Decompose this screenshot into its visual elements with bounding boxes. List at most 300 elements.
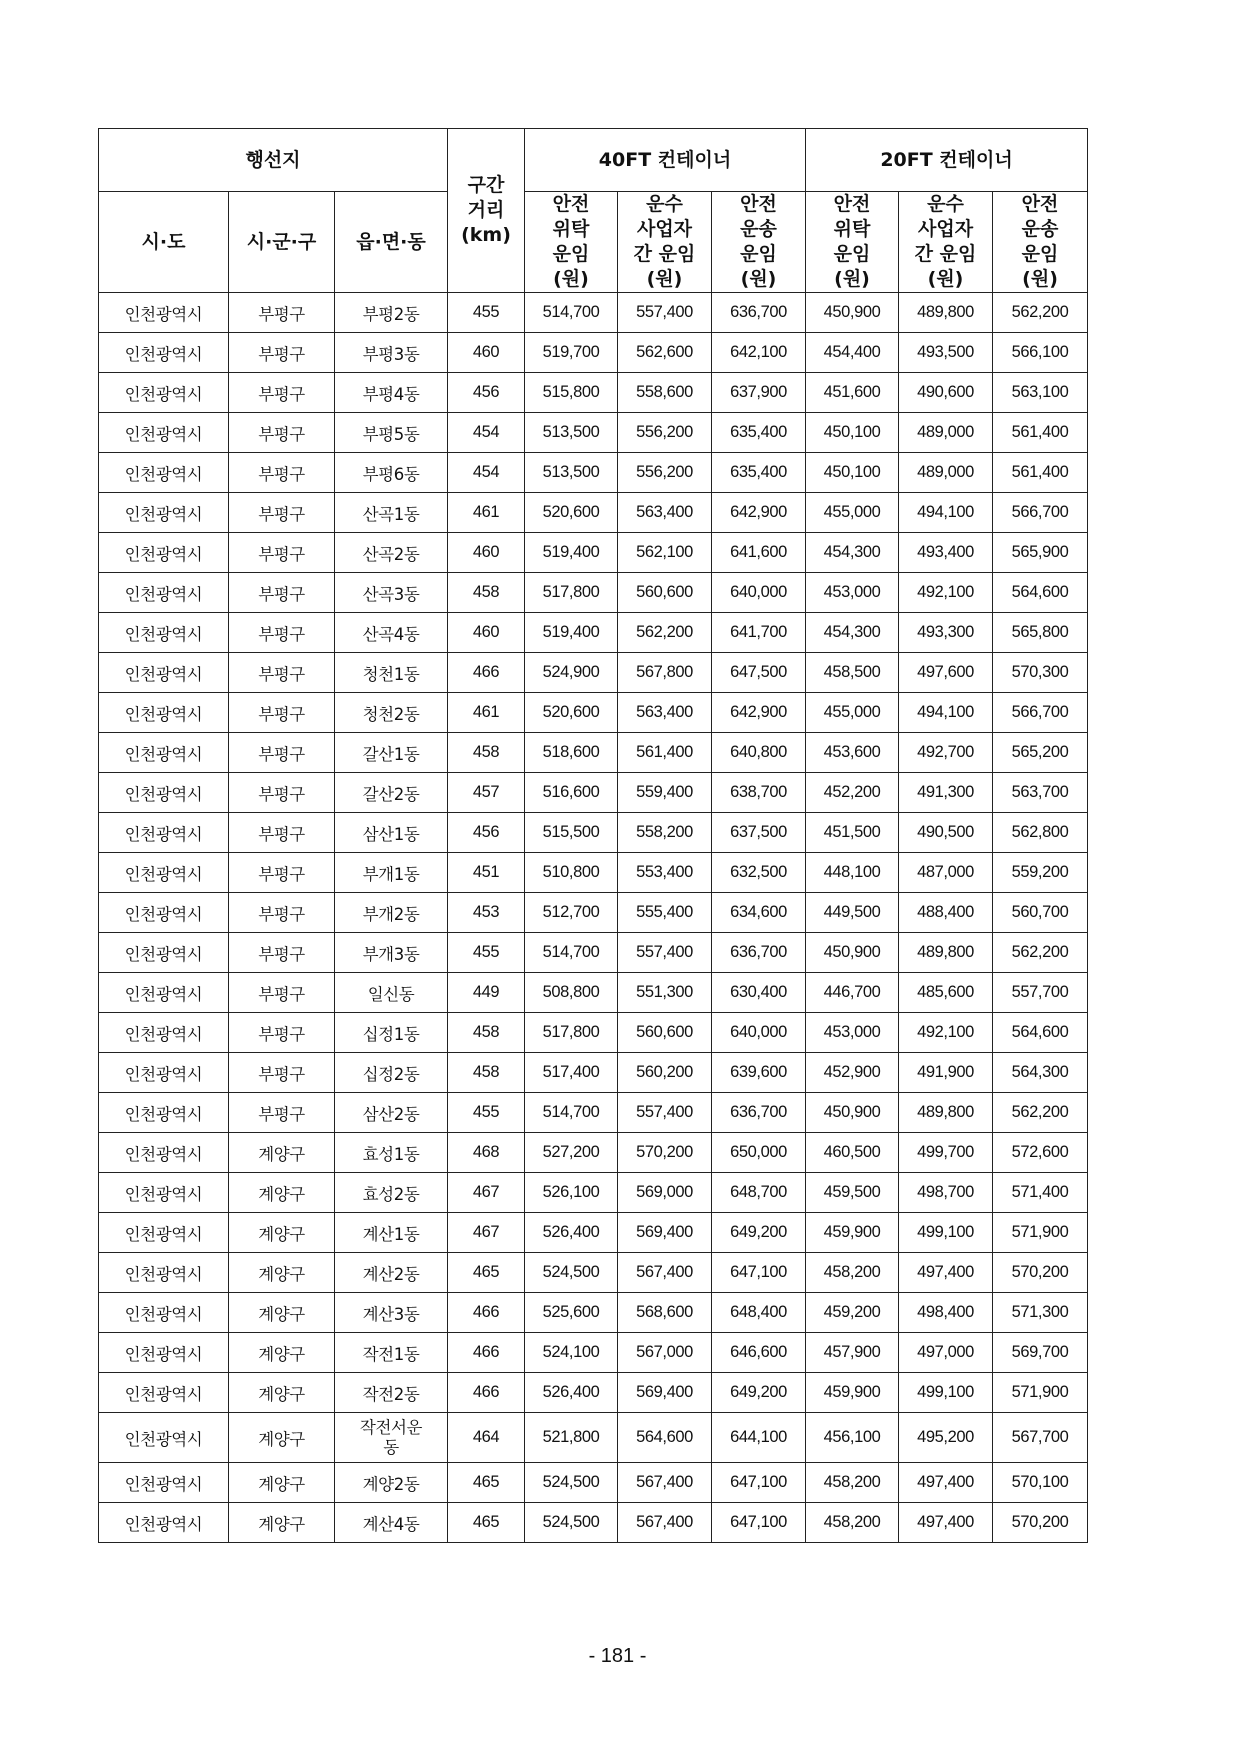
ft20-safe-transport-cell: 559,200 [993, 853, 1088, 893]
town-cell: 부개3동 [335, 933, 448, 973]
ft40-carrier-rate-cell: 567,400 [618, 1503, 712, 1543]
ft40-safe-consign-cell: 524,100 [525, 1333, 618, 1373]
distance-cell: 467 [448, 1173, 525, 1213]
table-row [99, 1333, 1088, 1373]
town-cell: 삼산2동 [335, 1093, 448, 1133]
district-cell: 계양구 [229, 1373, 335, 1413]
distance-cell: 456 [448, 813, 525, 853]
ft20-safe-consign-cell: 453,000 [806, 1013, 899, 1053]
table-row [99, 1413, 1088, 1463]
ft40-safe-consign-cell: 510,800 [525, 853, 618, 893]
ft20-safe-consign-cell: 456,100 [806, 1413, 899, 1463]
town-cell: 작전1동 [335, 1333, 448, 1373]
destination-header: 행선지 [99, 129, 448, 192]
ft20-carrier-rate-cell: 490,500 [899, 813, 993, 853]
ft20-safe-transport-cell: 564,600 [993, 1013, 1088, 1053]
table-row [99, 733, 1088, 773]
ft20-carrier-rate-cell: 497,000 [899, 1333, 993, 1373]
ft20-safe-transport-cell: 571,900 [993, 1373, 1088, 1413]
town-cell: 작전서운 동 [335, 1413, 448, 1463]
ft20-safe-consign-cell: 459,500 [806, 1173, 899, 1213]
district-cell: 부평구 [229, 1013, 335, 1053]
ft40-safe-consign-cell: 514,700 [525, 1093, 618, 1133]
town-cell: 계산3동 [335, 1293, 448, 1333]
ft40-carrier-rate-cell: 568,600 [618, 1293, 712, 1333]
ft20-safe-consign-cell: 450,100 [806, 453, 899, 493]
province-cell: 인천광역시 [99, 933, 229, 973]
table-row [99, 813, 1088, 853]
ft40-safe-transport-cell: 647,100 [712, 1463, 806, 1503]
table-row [99, 1293, 1088, 1333]
province-cell: 인천광역시 [99, 1333, 229, 1373]
table-row [99, 453, 1088, 493]
ft40-safe-consign-cell: 519,400 [525, 613, 618, 653]
ft40-safe-transport-cell: 646,600 [712, 1333, 806, 1373]
ft40-safe-transport-cell: 632,500 [712, 853, 806, 893]
ft40-carrier-rate-cell: 555,400 [618, 893, 712, 933]
ft40-safe-transport-cell: 640,000 [712, 1013, 806, 1053]
district-cell: 계양구 [229, 1503, 335, 1543]
district-cell: 부평구 [229, 573, 335, 613]
ft20-safe-transport-cell: 565,200 [993, 733, 1088, 773]
ft20-carrier-rate-cell: 489,800 [899, 933, 993, 973]
ft20-carrier-rate-cell: 488,400 [899, 893, 993, 933]
ft20-carrier-rate-cell: 497,400 [899, 1463, 993, 1503]
ft40-safe-consign-cell: 516,600 [525, 773, 618, 813]
table-row [99, 1253, 1088, 1293]
town-cell: 부평5동 [335, 413, 448, 453]
ft20-safe-consign-cell: 460,500 [806, 1133, 899, 1173]
ft40-safe-consign-cell: 514,700 [525, 293, 618, 333]
district-cell: 부평구 [229, 853, 335, 893]
ft40-safe-transport-cell: 642,100 [712, 333, 806, 373]
ft40-safe-consign-cell: 524,500 [525, 1503, 618, 1543]
ft20-safe-transport-cell: 561,400 [993, 413, 1088, 453]
ft20-safe-transport-cell: 562,200 [993, 933, 1088, 973]
ft40-safe-consign-cell: 517,800 [525, 1013, 618, 1053]
district-cell: 계양구 [229, 1253, 335, 1293]
ft40-safe-consign-cell: 521,800 [525, 1413, 618, 1463]
town-cell: 삼산1동 [335, 813, 448, 853]
table-row [99, 1373, 1088, 1413]
table-row [99, 693, 1088, 733]
district-cell: 부평구 [229, 1053, 335, 1093]
ft40-safe-consign-cell: 527,200 [525, 1133, 618, 1173]
ft20-safe-consign-cell: 452,900 [806, 1053, 899, 1093]
ft40-safe-consign-cell: 525,600 [525, 1293, 618, 1333]
town-cell: 청천1동 [335, 653, 448, 693]
town-cell: 갈산1동 [335, 733, 448, 773]
ft20-safe-transport-cell: 570,200 [993, 1503, 1088, 1543]
ft40-safe-transport-cell: 647,100 [712, 1503, 806, 1543]
table-row [99, 573, 1088, 613]
table-row [99, 973, 1088, 1013]
district-cell: 부평구 [229, 933, 335, 973]
town-cell: 십정1동 [335, 1013, 448, 1053]
district-cell: 부평구 [229, 493, 335, 533]
ft40-safe-transport-cell: 640,800 [712, 733, 806, 773]
district-cell: 부평구 [229, 733, 335, 773]
province-cell: 인천광역시 [99, 293, 229, 333]
district-cell: 계양구 [229, 1413, 335, 1463]
ft40-safe-transport-cell: 649,200 [712, 1213, 806, 1253]
province-cell: 인천광역시 [99, 813, 229, 853]
ft40-safe-transport-cell: 647,500 [712, 653, 806, 693]
ft20-safe-consign-cell: 450,100 [806, 413, 899, 453]
table-row [99, 1463, 1088, 1503]
province-cell: 인천광역시 [99, 1173, 229, 1213]
distance-cell: 460 [448, 533, 525, 573]
ft20-safe-consign-cell: 446,700 [806, 973, 899, 1013]
freight-rate-table [98, 128, 1088, 1543]
province-cell: 인천광역시 [99, 533, 229, 573]
ft20-carrier-rate-cell: 489,000 [899, 413, 993, 453]
ft40-safe-transport-cell: 637,900 [712, 373, 806, 413]
distance-cell: 453 [448, 893, 525, 933]
distance-cell: 454 [448, 413, 525, 453]
table-row [99, 773, 1088, 813]
town-cell: 일신동 [335, 973, 448, 1013]
province-cell: 인천광역시 [99, 1503, 229, 1543]
ft20-carrier-rate-cell: 489,000 [899, 453, 993, 493]
ft20-carrier-rate-cell: 499,700 [899, 1133, 993, 1173]
distance-header: 구간 거리 (km) [448, 129, 525, 293]
ft20-carrier-rate-cell: 492,100 [899, 1013, 993, 1053]
ft40-safe-transport-cell: 636,700 [712, 933, 806, 973]
ft20-safe-consign-header: 안전 위탁 운임 (원) [806, 192, 899, 293]
ft40-safe-transport-cell: 641,700 [712, 613, 806, 653]
ft20-carrier-rate-cell: 489,800 [899, 1093, 993, 1133]
ft20-safe-consign-cell: 448,100 [806, 853, 899, 893]
ft20-safe-consign-cell: 459,900 [806, 1373, 899, 1413]
ft40-safe-transport-cell: 638,700 [712, 773, 806, 813]
table-row [99, 373, 1088, 413]
ft20-safe-consign-cell: 454,400 [806, 333, 899, 373]
ft20-safe-transport-cell: 564,300 [993, 1053, 1088, 1093]
district-cell: 부평구 [229, 693, 335, 733]
province-cell: 인천광역시 [99, 573, 229, 613]
ft20-carrier-rate-cell: 498,700 [899, 1173, 993, 1213]
ft20-safe-transport-cell: 566,100 [993, 333, 1088, 373]
ft40-carrier-rate-cell: 557,400 [618, 293, 712, 333]
distance-cell: 466 [448, 1333, 525, 1373]
table-row [99, 1053, 1088, 1093]
table-row [99, 1133, 1088, 1173]
page-number: - 181 - [588, 1645, 647, 1667]
ft20-safe-transport-header: 안전 운송 운임 (원) [993, 192, 1088, 293]
ft20-safe-transport-cell: 566,700 [993, 693, 1088, 733]
ft20-carrier-rate-cell: 494,100 [899, 693, 993, 733]
table-row [99, 1173, 1088, 1213]
ft20-safe-transport-cell: 560,700 [993, 893, 1088, 933]
province-cell: 인천광역시 [99, 733, 229, 773]
ft20-safe-consign-cell: 449,500 [806, 893, 899, 933]
ft20-safe-consign-cell: 455,000 [806, 493, 899, 533]
table-row [99, 533, 1088, 573]
ft20-carrier-rate-cell: 493,400 [899, 533, 993, 573]
distance-cell: 465 [448, 1253, 525, 1293]
province-cell: 인천광역시 [99, 493, 229, 533]
ft20-carrier-rate-cell: 492,700 [899, 733, 993, 773]
province-cell: 인천광역시 [99, 653, 229, 693]
ft40-carrier-rate-cell: 560,600 [618, 1013, 712, 1053]
ft40-safe-transport-cell: 642,900 [712, 493, 806, 533]
district-cell: 부평구 [229, 413, 335, 453]
province-cell: 인천광역시 [99, 373, 229, 413]
ft20-safe-transport-cell: 561,400 [993, 453, 1088, 493]
ft40-safe-consign-cell: 526,400 [525, 1373, 618, 1413]
town-cell: 부평6동 [335, 453, 448, 493]
district-cell: 부평구 [229, 1093, 335, 1133]
ft40-carrier-rate-cell: 563,400 [618, 693, 712, 733]
ft40-safe-transport-cell: 636,700 [712, 293, 806, 333]
ft40-safe-transport-cell: 649,200 [712, 1373, 806, 1413]
ft40-safe-transport-cell: 634,600 [712, 893, 806, 933]
ft40-safe-transport-cell: 644,100 [712, 1413, 806, 1463]
ft40-carrier-rate-header: 운수 사업자 간 운임 (원) [618, 192, 712, 293]
ft20-safe-consign-cell: 451,600 [806, 373, 899, 413]
town-cell: 산곡2동 [335, 533, 448, 573]
table-header [99, 129, 1088, 293]
ft40-safe-consign-cell: 515,500 [525, 813, 618, 853]
ft40-safe-transport-cell: 637,500 [712, 813, 806, 853]
province-cell: 인천광역시 [99, 453, 229, 493]
ft40-carrier-rate-cell: 557,400 [618, 1093, 712, 1133]
ft20-carrier-rate-cell: 490,600 [899, 373, 993, 413]
distance-cell: 454 [448, 453, 525, 493]
ft20-safe-consign-cell: 450,900 [806, 1093, 899, 1133]
ft20-safe-transport-cell: 562,200 [993, 293, 1088, 333]
table-row [99, 333, 1088, 373]
district-cell: 부평구 [229, 533, 335, 573]
town-header: 읍·면·동 [335, 192, 448, 293]
district-cell: 부평구 [229, 333, 335, 373]
province-cell: 인천광역시 [99, 1053, 229, 1093]
district-cell: 부평구 [229, 613, 335, 653]
ft40-safe-consign-cell: 524,900 [525, 653, 618, 693]
district-cell: 계양구 [229, 1173, 335, 1213]
district-cell: 계양구 [229, 1333, 335, 1373]
province-cell: 인천광역시 [99, 1293, 229, 1333]
distance-cell: 458 [448, 733, 525, 773]
ft40-carrier-rate-cell: 562,600 [618, 333, 712, 373]
town-cell: 작전2동 [335, 1373, 448, 1413]
district-cell: 계양구 [229, 1293, 335, 1333]
ft40-safe-consign-cell: 524,500 [525, 1463, 618, 1503]
ft20-safe-transport-cell: 571,300 [993, 1293, 1088, 1333]
province-cell: 인천광역시 [99, 1413, 229, 1463]
distance-cell: 458 [448, 1053, 525, 1093]
ft20-carrier-rate-cell: 498,400 [899, 1293, 993, 1333]
ft40-carrier-rate-cell: 567,400 [618, 1463, 712, 1503]
distance-cell: 458 [448, 573, 525, 613]
table-row [99, 413, 1088, 453]
ft40-carrier-rate-cell: 551,300 [618, 973, 712, 1013]
ft40-safe-consign-cell: 526,100 [525, 1173, 618, 1213]
district-header: 시·군·구 [229, 192, 335, 293]
distance-cell: 460 [448, 613, 525, 653]
town-cell: 효성2동 [335, 1173, 448, 1213]
town-cell: 계양2동 [335, 1463, 448, 1503]
ft40-carrier-rate-cell: 556,200 [618, 453, 712, 493]
ft20-carrier-rate-cell: 499,100 [899, 1213, 993, 1253]
ft20-safe-consign-cell: 458,200 [806, 1463, 899, 1503]
town-cell: 계산4동 [335, 1503, 448, 1543]
town-cell: 계산2동 [335, 1253, 448, 1293]
ft20-carrier-rate-cell: 485,600 [899, 973, 993, 1013]
distance-cell: 465 [448, 1503, 525, 1543]
distance-cell: 466 [448, 653, 525, 693]
ft20-carrier-rate-cell: 491,900 [899, 1053, 993, 1093]
table-row [99, 493, 1088, 533]
town-cell: 산곡3동 [335, 573, 448, 613]
ft40-carrier-rate-cell: 558,600 [618, 373, 712, 413]
ft20-safe-transport-cell: 570,300 [993, 653, 1088, 693]
ft20-carrier-rate-cell: 493,500 [899, 333, 993, 373]
table-row [99, 293, 1088, 333]
table-row [99, 1013, 1088, 1053]
ft40-carrier-rate-cell: 556,200 [618, 413, 712, 453]
table-row [99, 1503, 1088, 1543]
ft40-safe-consign-cell: 519,400 [525, 533, 618, 573]
district-cell: 부평구 [229, 653, 335, 693]
town-cell: 십정2동 [335, 1053, 448, 1093]
ft40-safe-consign-header: 안전 위탁 운임 (원) [525, 192, 618, 293]
ft20-carrier-rate-cell: 491,300 [899, 773, 993, 813]
ft20-safe-transport-cell: 571,900 [993, 1213, 1088, 1253]
ft20-safe-transport-cell: 566,700 [993, 493, 1088, 533]
province-cell: 인천광역시 [99, 853, 229, 893]
province-cell: 인천광역시 [99, 613, 229, 653]
ft20-carrier-rate-cell: 499,100 [899, 1373, 993, 1413]
ft40-safe-consign-cell: 517,800 [525, 573, 618, 613]
province-cell: 인천광역시 [99, 1213, 229, 1253]
distance-cell: 457 [448, 773, 525, 813]
ft20-safe-transport-cell: 562,200 [993, 1093, 1088, 1133]
ft20-safe-consign-cell: 457,900 [806, 1333, 899, 1373]
ft40-carrier-rate-cell: 560,600 [618, 573, 712, 613]
town-cell: 부평4동 [335, 373, 448, 413]
province-cell: 인천광역시 [99, 693, 229, 733]
ft40-carrier-rate-cell: 558,200 [618, 813, 712, 853]
town-cell: 부개2동 [335, 893, 448, 933]
distance-cell: 461 [448, 493, 525, 533]
ft20-safe-transport-cell: 562,800 [993, 813, 1088, 853]
table-row [99, 853, 1088, 893]
distance-cell: 456 [448, 373, 525, 413]
table-row [99, 653, 1088, 693]
distance-cell: 464 [448, 1413, 525, 1463]
province-cell: 인천광역시 [99, 413, 229, 453]
ft40-safe-transport-cell: 635,400 [712, 413, 806, 453]
ft20-safe-consign-cell: 458,200 [806, 1253, 899, 1293]
ft40-carrier-rate-cell: 567,400 [618, 1253, 712, 1293]
province-cell: 인천광역시 [99, 333, 229, 373]
ft20-safe-consign-cell: 451,500 [806, 813, 899, 853]
ft20-safe-transport-cell: 557,700 [993, 973, 1088, 1013]
ft40-safe-transport-cell: 639,600 [712, 1053, 806, 1093]
ft20-header: 20FT 컨테이너 [806, 129, 1088, 192]
ft20-carrier-rate-header: 운수 사업자 간 운임 (원) [899, 192, 993, 293]
province-cell: 인천광역시 [99, 1013, 229, 1053]
province-cell: 인천광역시 [99, 893, 229, 933]
distance-cell: 466 [448, 1373, 525, 1413]
ft40-safe-consign-cell: 512,700 [525, 893, 618, 933]
ft40-carrier-rate-cell: 570,200 [618, 1133, 712, 1173]
ft20-safe-transport-cell: 563,700 [993, 773, 1088, 813]
ft40-carrier-rate-cell: 569,000 [618, 1173, 712, 1213]
ft40-header: 40FT 컨테이너 [525, 129, 806, 192]
ft20-safe-transport-cell: 565,900 [993, 533, 1088, 573]
ft40-carrier-rate-cell: 553,400 [618, 853, 712, 893]
table-row [99, 893, 1088, 933]
ft20-safe-consign-cell: 450,900 [806, 293, 899, 333]
ft40-safe-transport-cell: 642,900 [712, 693, 806, 733]
ft40-safe-consign-cell: 518,600 [525, 733, 618, 773]
district-cell: 부평구 [229, 373, 335, 413]
province-cell: 인천광역시 [99, 1093, 229, 1133]
distance-cell: 449 [448, 973, 525, 1013]
ft20-carrier-rate-cell: 493,300 [899, 613, 993, 653]
ft40-carrier-rate-cell: 563,400 [618, 493, 712, 533]
ft20-carrier-rate-cell: 487,000 [899, 853, 993, 893]
town-cell: 부평3동 [335, 333, 448, 373]
ft40-carrier-rate-cell: 562,200 [618, 613, 712, 653]
town-cell: 갈산2동 [335, 773, 448, 813]
province-header: 시·도 [99, 192, 229, 293]
distance-cell: 465 [448, 1463, 525, 1503]
district-cell: 부평구 [229, 813, 335, 853]
ft40-safe-consign-cell: 514,700 [525, 933, 618, 973]
town-cell: 효성1동 [335, 1133, 448, 1173]
ft20-safe-transport-cell: 564,600 [993, 573, 1088, 613]
province-cell: 인천광역시 [99, 973, 229, 1013]
ft40-safe-consign-cell: 520,600 [525, 693, 618, 733]
ft20-safe-consign-cell: 458,200 [806, 1503, 899, 1543]
table-row [99, 1213, 1088, 1253]
district-cell: 부평구 [229, 453, 335, 493]
ft40-safe-transport-cell: 647,100 [712, 1253, 806, 1293]
ft20-safe-consign-cell: 459,200 [806, 1293, 899, 1333]
ft40-carrier-rate-cell: 557,400 [618, 933, 712, 973]
province-cell: 인천광역시 [99, 773, 229, 813]
town-cell: 청천2동 [335, 693, 448, 733]
distance-cell: 466 [448, 1293, 525, 1333]
district-cell: 계양구 [229, 1213, 335, 1253]
distance-cell: 460 [448, 333, 525, 373]
ft20-safe-consign-cell: 455,000 [806, 693, 899, 733]
distance-cell: 455 [448, 1093, 525, 1133]
district-cell: 부평구 [229, 973, 335, 1013]
ft40-safe-consign-cell: 513,500 [525, 453, 618, 493]
ft20-safe-transport-cell: 572,600 [993, 1133, 1088, 1173]
distance-cell: 461 [448, 693, 525, 733]
ft20-carrier-rate-cell: 492,100 [899, 573, 993, 613]
ft20-safe-transport-cell: 571,400 [993, 1173, 1088, 1213]
ft40-safe-transport-cell: 636,700 [712, 1093, 806, 1133]
ft20-safe-consign-cell: 452,200 [806, 773, 899, 813]
province-cell: 인천광역시 [99, 1133, 229, 1173]
ft20-safe-transport-cell: 565,800 [993, 613, 1088, 653]
ft40-safe-consign-cell: 526,400 [525, 1213, 618, 1253]
district-cell: 부평구 [229, 293, 335, 333]
ft40-safe-consign-cell: 515,800 [525, 373, 618, 413]
ft40-safe-transport-cell: 640,000 [712, 573, 806, 613]
distance-cell: 467 [448, 1213, 525, 1253]
ft40-safe-transport-cell: 650,000 [712, 1133, 806, 1173]
ft40-safe-consign-cell: 517,400 [525, 1053, 618, 1093]
ft40-safe-consign-cell: 508,800 [525, 973, 618, 1013]
